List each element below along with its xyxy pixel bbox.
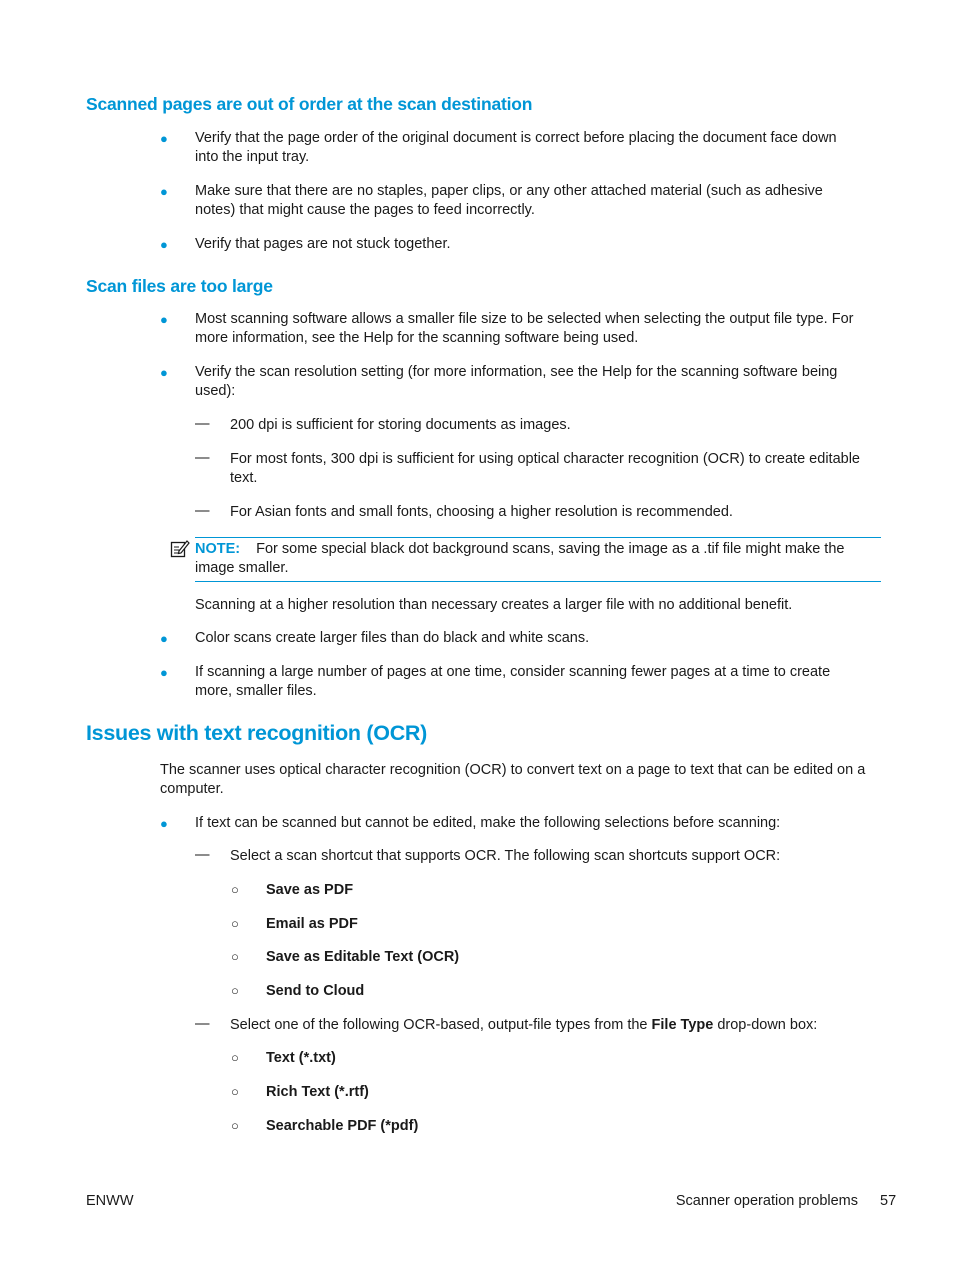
circle-icon: ○ [231, 1084, 239, 1099]
sub-item-text [230, 450, 860, 488]
shortcut-item: Send to Cloud [266, 983, 365, 999]
bullet-icon: ● [160, 665, 168, 680]
bullet-icon: ● [160, 312, 168, 327]
dash-icon: — [195, 503, 210, 519]
text-segment: Select one of the following OCR-based, output-file types from the [230, 1017, 652, 1033]
circle-icon: ○ [231, 949, 239, 964]
dash-icon: — [195, 450, 210, 466]
bullet-icon: ● [160, 131, 168, 146]
bullet-text [195, 129, 837, 167]
intro-paragraph [160, 761, 865, 799]
file-type-label: File Type [651, 1017, 714, 1033]
text-line: text. [230, 470, 258, 486]
section-heading-out-of-order: Scanned pages are out of order at the scan destination [86, 94, 533, 114]
page-number: 57 [880, 1193, 897, 1209]
sub-item-text: Select a scan shortcut that supports OCR. The following scan shortcuts support OCR: [230, 848, 781, 864]
bullet-text [195, 663, 830, 701]
bullet-text: If text can be scanned but cannot be edited, make the following selections before scanning: [195, 815, 781, 831]
note-line-2: image smaller. [195, 560, 289, 576]
text-line: Verify that the page order of the original document is correct before placing the document face down [195, 130, 837, 146]
bullet-icon: ● [160, 816, 168, 831]
text-segment: drop-down box: [713, 1017, 818, 1033]
circle-icon: ○ [231, 1118, 239, 1133]
text-line: computer. [160, 781, 224, 797]
text-line: Verify the scan resolution setting (for more information, see the Help for the scanning software being [195, 364, 838, 380]
bullet-icon: ● [160, 237, 168, 252]
circle-icon: ○ [231, 882, 239, 897]
note-label: NOTE: [195, 541, 241, 557]
filetype-item: Rich Text (*.rtf) [266, 1084, 369, 1100]
shortcut-item: Save as Editable Text (OCR) [266, 949, 460, 965]
sub-item-text [230, 1016, 817, 1035]
bullet-icon: ● [160, 184, 168, 199]
dash-icon: — [195, 1016, 210, 1032]
bullet-icon: ● [160, 631, 168, 646]
bullet-text: Color scans create larger files than do black and white scans. [195, 630, 590, 646]
filetype-item: Searchable PDF (*pdf) [266, 1118, 419, 1134]
text-line: Most scanning software allows a smaller file size to be selected when selecting the output file type. For [195, 311, 854, 327]
text-line: For most fonts, 300 dpi is sufficient for using optical character recognition (OCR) to create editable [230, 451, 860, 467]
text-line: more, smaller files. [195, 683, 317, 699]
note-bottom-rule [195, 581, 881, 582]
shortcut-item: Email as PDF [266, 916, 358, 932]
dash-icon: — [195, 847, 210, 863]
filetype-item: Text (*.txt) [266, 1050, 336, 1066]
footer-left: ENWW [86, 1193, 134, 1209]
bullet-text: Verify that pages are not stuck together. [195, 236, 451, 252]
note-top-rule [195, 537, 881, 538]
bullet-text [195, 310, 853, 348]
section-heading-ocr: Issues with text recognition (OCR) [86, 721, 428, 745]
shortcut-item: Save as PDF [266, 882, 354, 898]
section-heading-too-large: Scan files are too large [86, 276, 273, 296]
sub-item-text: For Asian fonts and small fonts, choosing a higher resolution is recommended. [230, 504, 733, 520]
paragraph: Scanning at a higher resolution than necessary creates a larger file with no additional benefit. [195, 597, 793, 613]
note-line-1: For some special black dot background scans, saving the image as a .tif file might make the [256, 541, 845, 557]
text-line: If scanning a large number of pages at one time, consider scanning fewer pages at a time to create [195, 664, 831, 680]
dash-icon: — [195, 416, 210, 432]
bullet-icon: ● [160, 365, 168, 380]
note-icon [170, 539, 190, 558]
text-line: into the input tray. [195, 149, 310, 165]
text-line: Make sure that there are no staples, paper clips, or any other attached material (such as adhesive [195, 183, 823, 199]
footer-section-title: Scanner operation problems [675, 1193, 858, 1209]
sub-item-text: 200 dpi is sufficient for storing documents as images. [230, 417, 571, 433]
circle-icon: ○ [231, 1050, 239, 1065]
circle-icon: ○ [231, 916, 239, 931]
text-line: notes) that might cause the pages to feed incorrectly. [195, 202, 535, 218]
text-line: more information, see the Help for the scanning software being used. [195, 330, 639, 346]
circle-icon: ○ [231, 983, 239, 998]
text-line: used): [195, 383, 236, 399]
bullet-text [195, 363, 837, 401]
bullet-text [195, 182, 823, 220]
text-line: The scanner uses optical character recognition (OCR) to convert text on a page to text that can be edited on a [160, 762, 866, 778]
note-text [195, 540, 881, 578]
